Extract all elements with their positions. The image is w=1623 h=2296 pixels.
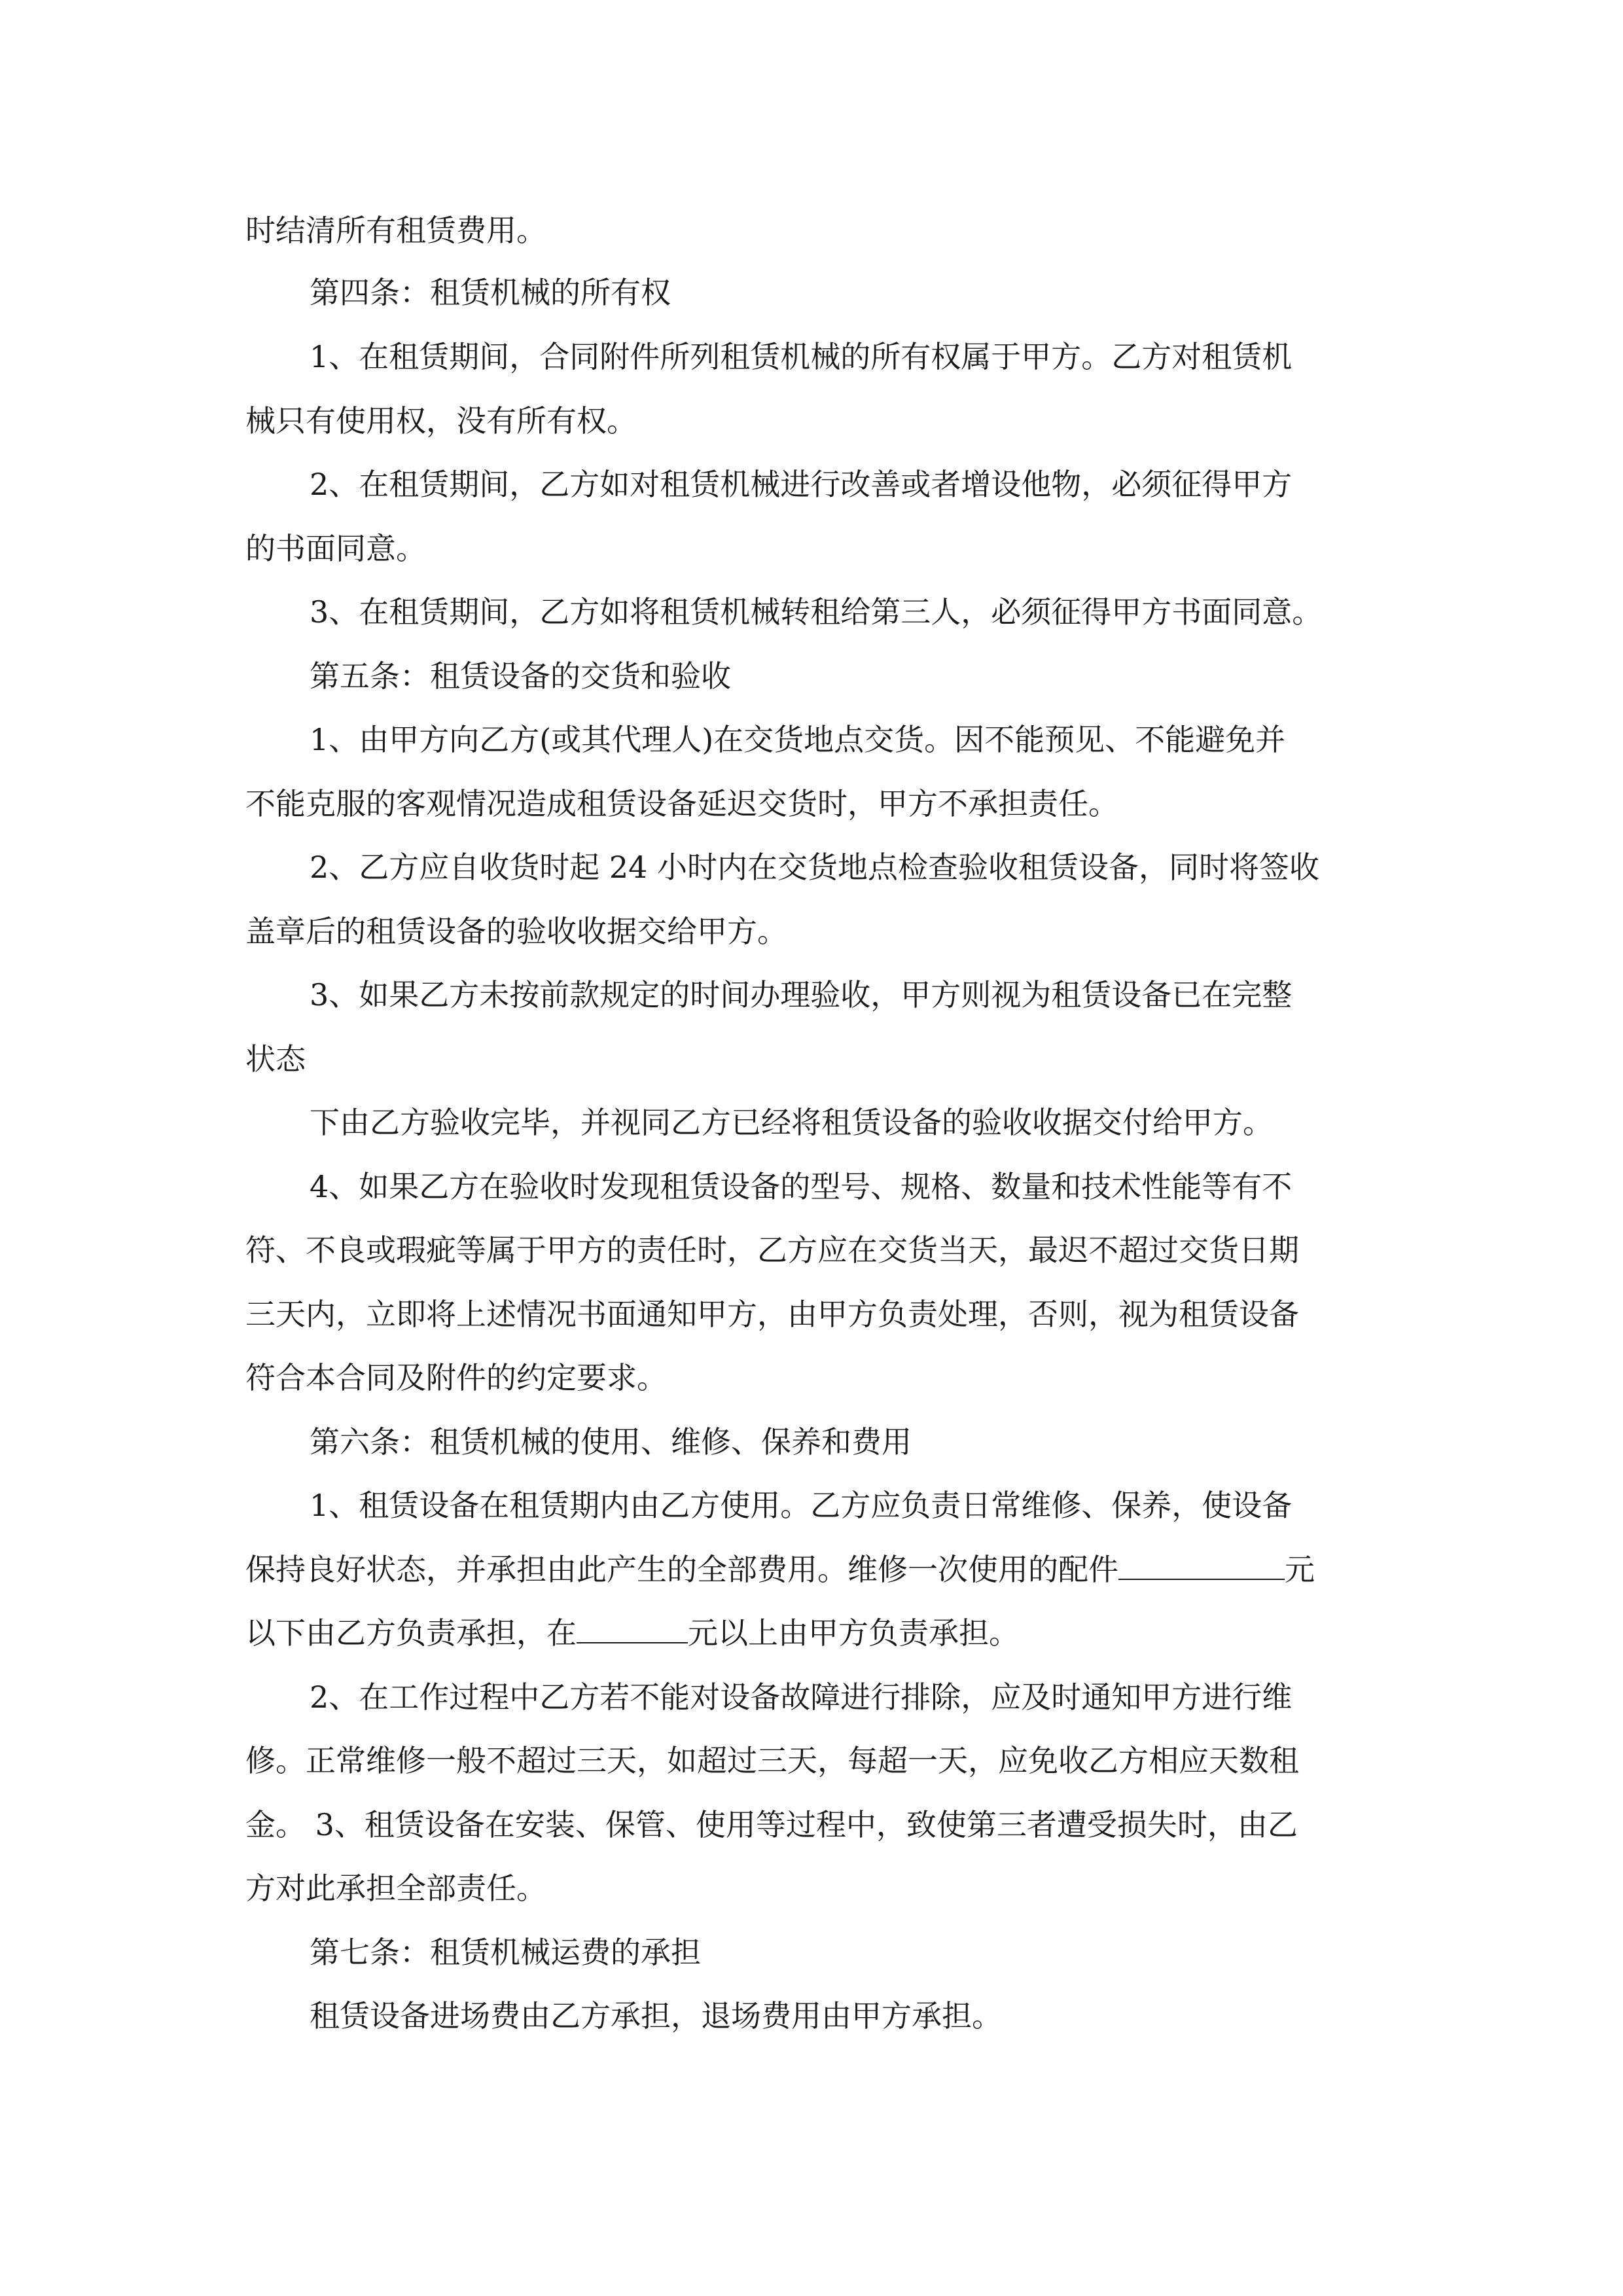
text-segment: 元 — [1285, 1552, 1315, 1587]
text-line: 4、如果乙方在验收时发现租赁设备的型号、规格、数量和技术性能等有不 — [310, 1169, 1293, 1204]
text-line: 不能克服的客观情况造成租赁设备延迟交货时，甲方不承担责任。 — [245, 786, 1118, 821]
text-line-with-blank — [245, 1613, 1019, 1653]
text-line: 金。 3、租赁设备在安装、保管、使用等过程中，致使第三者遭受损失时，由乙 — [245, 1807, 1298, 1842]
text-line: 1、租赁设备在租赁期内由乙方使用。乙方应负责日常维修、保养，使设备 — [310, 1488, 1293, 1523]
text-line: 械只有使用权，没有所有权。 — [245, 403, 637, 439]
text-line: 盖章后的租赁设备的验收收据交给甲方。 — [245, 914, 787, 949]
article-7-heading: 第七条：租赁机械运费的承担 — [310, 1935, 701, 1970]
article-4-heading: 第四条：租赁机械的所有权 — [310, 275, 671, 310]
text-segment: 元以上由甲方负责承担。 — [688, 1615, 1019, 1651]
text-line: 修。正常维修一般不超过三天，如超过三天，每超一天，应免收乙方相应天数租 — [245, 1743, 1299, 1778]
text-line: 2、乙方应自收货时起 24 小时内在交货地点检查验收租赁设备，同时将签收 — [310, 850, 1320, 885]
article-5-heading: 第五条：租赁设备的交货和验收 — [310, 658, 731, 694]
text-line: 3、在租赁期间，乙方如将租赁机械转租给第三人，必须征得甲方书面同意。 — [310, 594, 1323, 630]
text-line: 3、如果乙方未按前款规定的时间办理验收，甲方则视为租赁设备已在完整 — [310, 977, 1293, 1013]
text-line: 1、在租赁期间，合同附件所列租赁机械的所有权属于甲方。乙方对租赁机 — [310, 339, 1293, 374]
text-line: 状态 — [245, 1041, 306, 1077]
text-line-with-blank — [245, 1550, 1315, 1589]
text-line: 2、在租赁期间，乙方如对租赁机械进行改善或者增设他物，必须征得甲方 — [310, 467, 1293, 502]
text-line: 下由乙方验收完毕，并视同乙方已经将租赁设备的验收收据交付给甲方。 — [310, 1105, 1273, 1140]
text-segment: 保持良好状态，并承担由此产生的全部费用。维修一次使用的配件 — [245, 1552, 1118, 1587]
text-line: 租赁设备进场费由乙方承担，退场费用由甲方承担。 — [310, 1998, 1002, 2034]
text-line: 方对此承担全部责任。 — [245, 1871, 546, 1906]
text-line: 时结清所有租赁费用。 — [245, 213, 546, 248]
text-line: 的书面同意。 — [245, 531, 426, 566]
fill-in-blank — [577, 1616, 688, 1643]
text-line: 符、不良或瑕疵等属于甲方的责任时，乙方应在交货当天，最迟不超过交货日期 — [245, 1232, 1299, 1268]
text-line: 符合本合同及附件的约定要求。 — [245, 1360, 667, 1395]
text-segment: 以下由乙方负责承担，在 — [245, 1615, 577, 1651]
text-line: 三天内，立即将上述情况书面通知甲方，由甲方负责处理，否则，视为租赁设备 — [245, 1297, 1299, 1332]
text-line: 1、由甲方向乙方(或其代理人)在交货地点交货。因不能预见、不能避免并 — [310, 722, 1286, 757]
fill-in-blank — [1118, 1552, 1285, 1580]
article-6-heading: 第六条：租赁机械的使用、维修、保养和费用 — [310, 1424, 912, 1460]
text-line: 2、在工作过程中乙方若不能对设备故障进行排除，应及时通知甲方进行维 — [310, 1679, 1293, 1715]
